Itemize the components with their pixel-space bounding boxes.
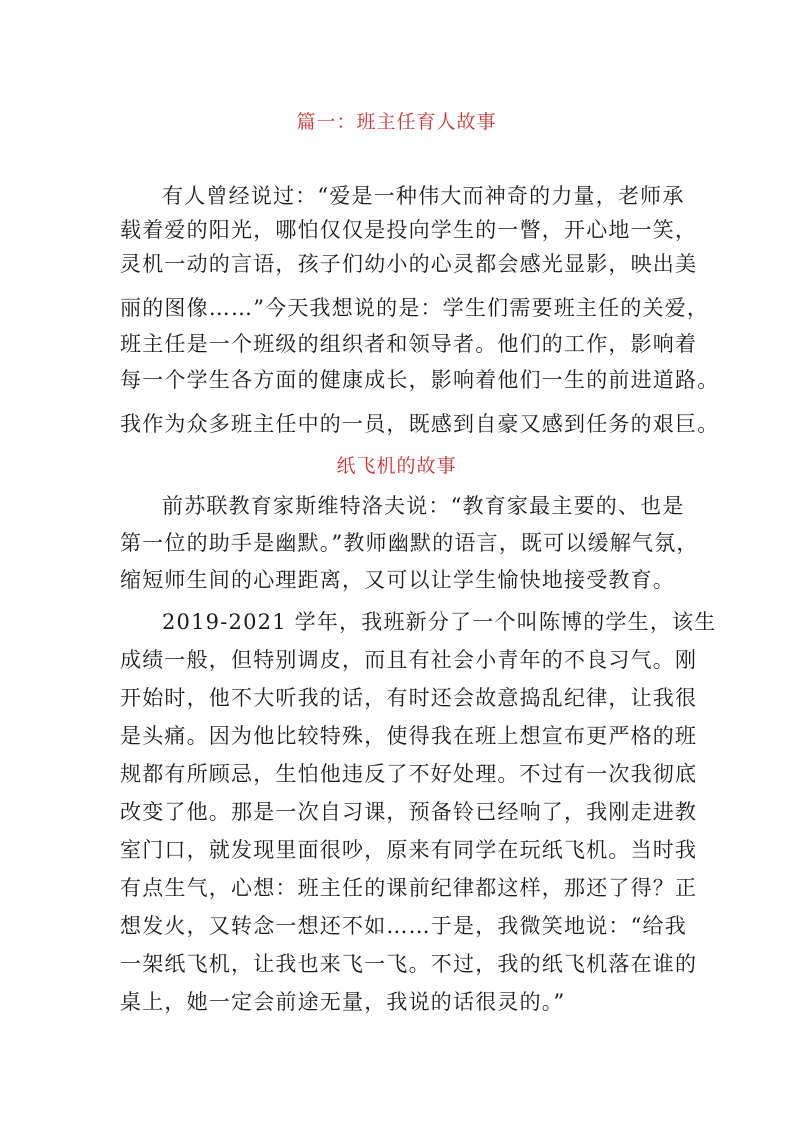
paragraph-line: 室门口，就发现里面很吵，原来有同学在玩纸飞机。当时我	[120, 838, 698, 862]
intro-line: 班主任是一个班级的组织者和领导者。他们的工作，影响着	[120, 332, 698, 356]
paragraph-line: 2019-2021 学年，我班新分了一个叫陈博的学生，该生	[162, 610, 717, 634]
paragraph-line: 桌上，她一定会前途无量，我说的话很灵的。”	[120, 990, 566, 1014]
paragraph-line: 想发火，又转念一想还不如……于是，我微笑地说：“给我	[120, 914, 687, 938]
paragraph-line: 缩短师生间的心理距离，又可以让学生愉快地接受教育。	[120, 568, 675, 592]
document-title: 篇一：班主任育人故事	[296, 111, 497, 133]
intro-line: 载着爱的阳光，哪怕仅仅是投向学生的一瞥，开心地一笑，	[120, 218, 698, 242]
paragraph-line: 前苏联教育家斯维特洛夫说：“教育家最主要的、也是	[162, 494, 685, 518]
paragraph-line: 改变了他。那是一次自习课，预备铃已经响了，我刚走进教	[120, 800, 698, 824]
paragraph-line: 第一位的助手是幽默。”教师幽默的语言，既可以缓解气氛，	[120, 531, 699, 555]
intro-line: 我作为众多班主任中的一员，既感到自豪又感到任务的艰巨。	[120, 412, 720, 436]
paragraph-line: 规都有所顾忌，生怕他违反了不好处理。不过有一次我彻底	[120, 762, 698, 786]
paragraph-line: 成绩一般，但特别调皮，而且有社会小青年的不良习气。刚	[120, 648, 698, 672]
intro-line: 丽的图像……”今天我想说的是：学生们需要班主任的关爱，	[120, 296, 710, 320]
section-title: 纸飞机的故事	[336, 455, 457, 477]
intro-line: 有人曾经说过：“爱是一种伟大而神奇的力量，老师承	[162, 184, 685, 208]
paragraph-line: 一架纸飞机，让我也来飞一飞。不过，我的纸飞机落在谁的	[120, 952, 698, 976]
paragraph-line: 是头痛。因为他比较特殊，使得我在班上想宣布更严格的班	[120, 724, 698, 748]
intro-line: 灵机一动的言语，孩子们幼小的心灵都会感光显影，映出美	[120, 252, 698, 276]
paragraph-line: 开始时，他不大听我的话，有时还会故意捣乱纪律，让我很	[120, 686, 698, 710]
intro-line: 每一个学生各方面的健康成长，影响着他们一生的前进道路。	[120, 368, 720, 392]
paragraph-line: 有点生气，心想：班主任的课前纪律都这样，那还了得？正	[120, 876, 698, 900]
